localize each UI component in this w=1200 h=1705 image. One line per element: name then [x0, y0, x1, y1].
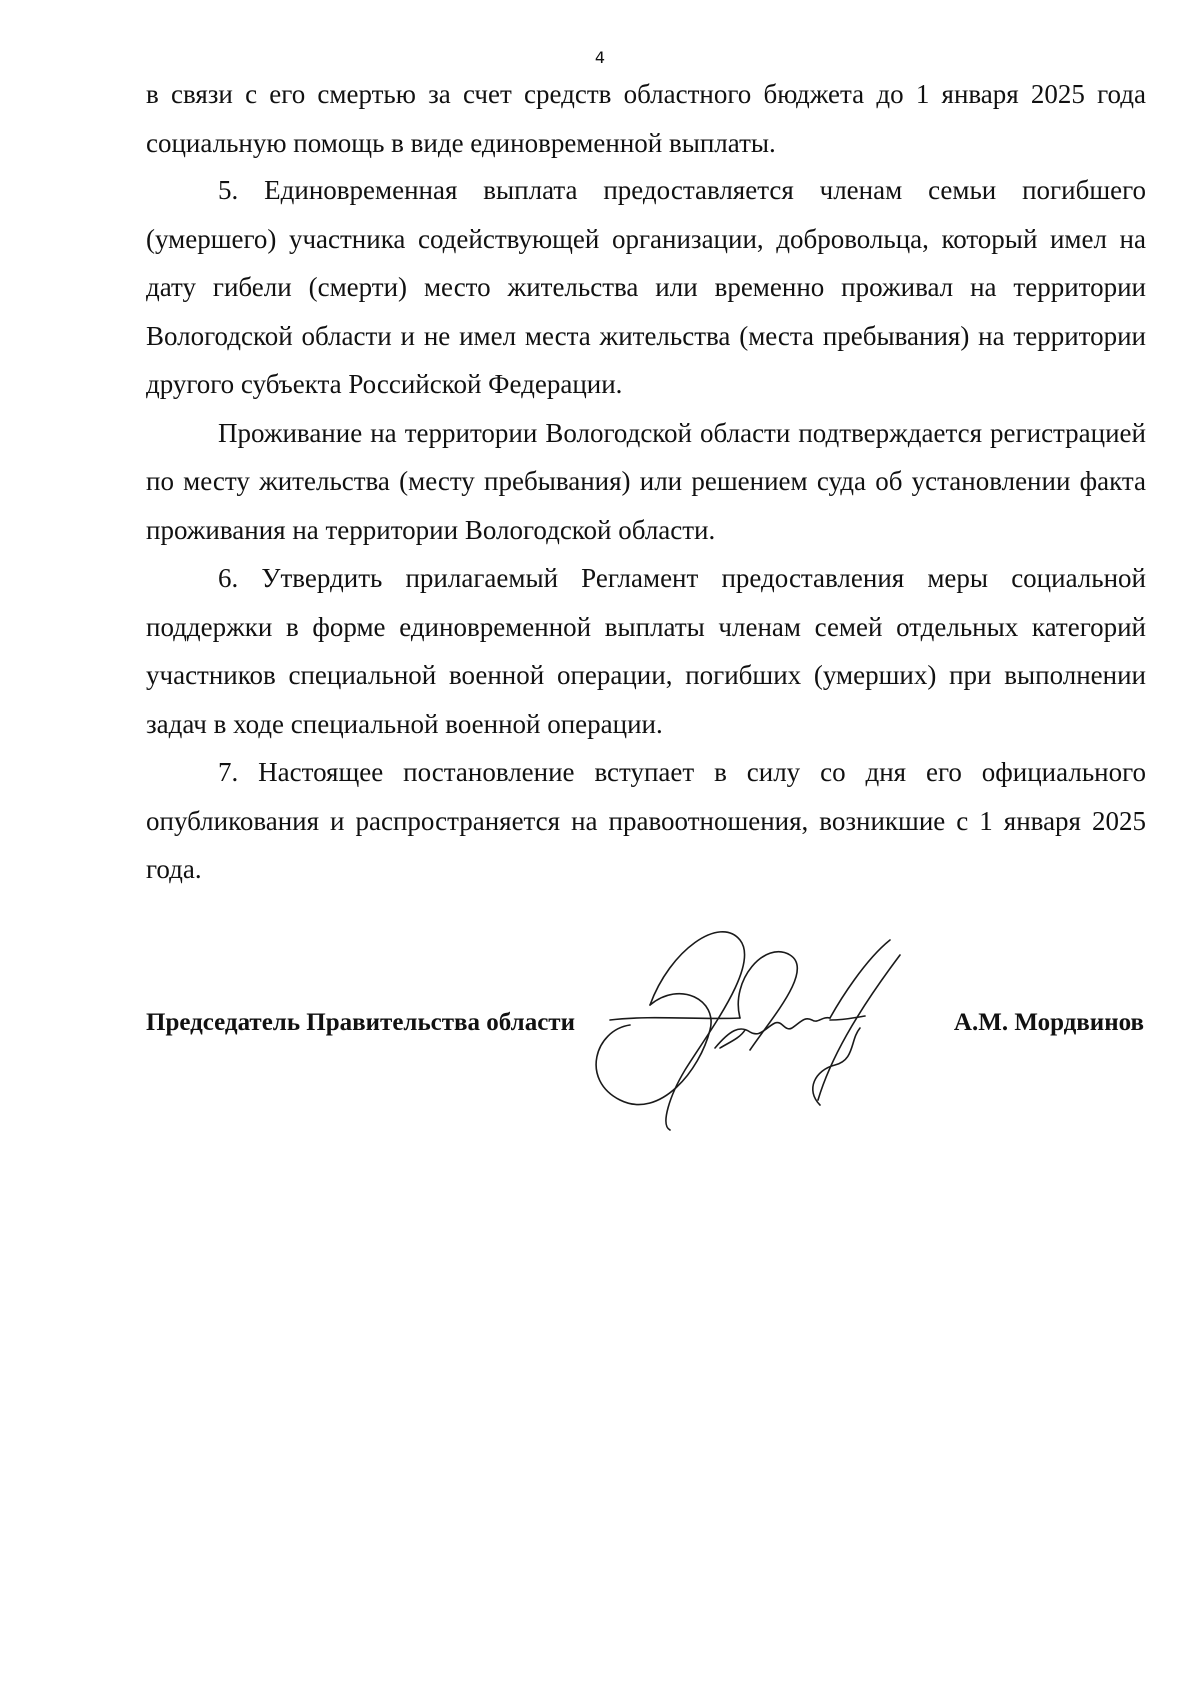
paragraph-residence: Проживание на территории Вологодской области подтверждается регистрацией по месту жительства (месту пребывания) или решением суда об установлении факта проживания на территории Вологодской области. [146, 417, 1146, 545]
document-body [146, 70, 1146, 894]
signature-block [146, 1003, 1144, 1043]
signatory-title: Председатель Правительства области [146, 1009, 575, 1036]
page-number: 4 [594, 48, 606, 67]
paragraph-continuation: в связи с его смертью за счет средств областного бюджета до 1 января 2025 года социальную помощь в виде единовременной выплаты. [146, 79, 1146, 158]
paragraph-item-7: 7. Настоящее постановление вступает в силу со дня его официального опубликования и распространяется на правоотношения, возникшие с 1 января 2025 года. [146, 757, 1146, 884]
signatory-name: А.М. Мордвинов [953, 1009, 1144, 1036]
paragraph-item-6: 6. Утвердить прилагаемый Регламент предоставления меры социальной поддержки в форме единовременной выплаты членам семей отдельных категорий участников специальной военной операции, погибших (умерших) при выполнении задач в ходе специальной военной операции. [146, 563, 1146, 739]
paragraph-item-5: 5. Единовременная выплата предоставляется членам семьи погибшего (умершего) участника содействующей организации, добровольца, который имел на дату гибели (смерти) место жительства или временно проживал на территории Вологодской области и не имел места жительства (места пребывания) на территории другого субъекта Российской Федерации. [146, 175, 1146, 399]
